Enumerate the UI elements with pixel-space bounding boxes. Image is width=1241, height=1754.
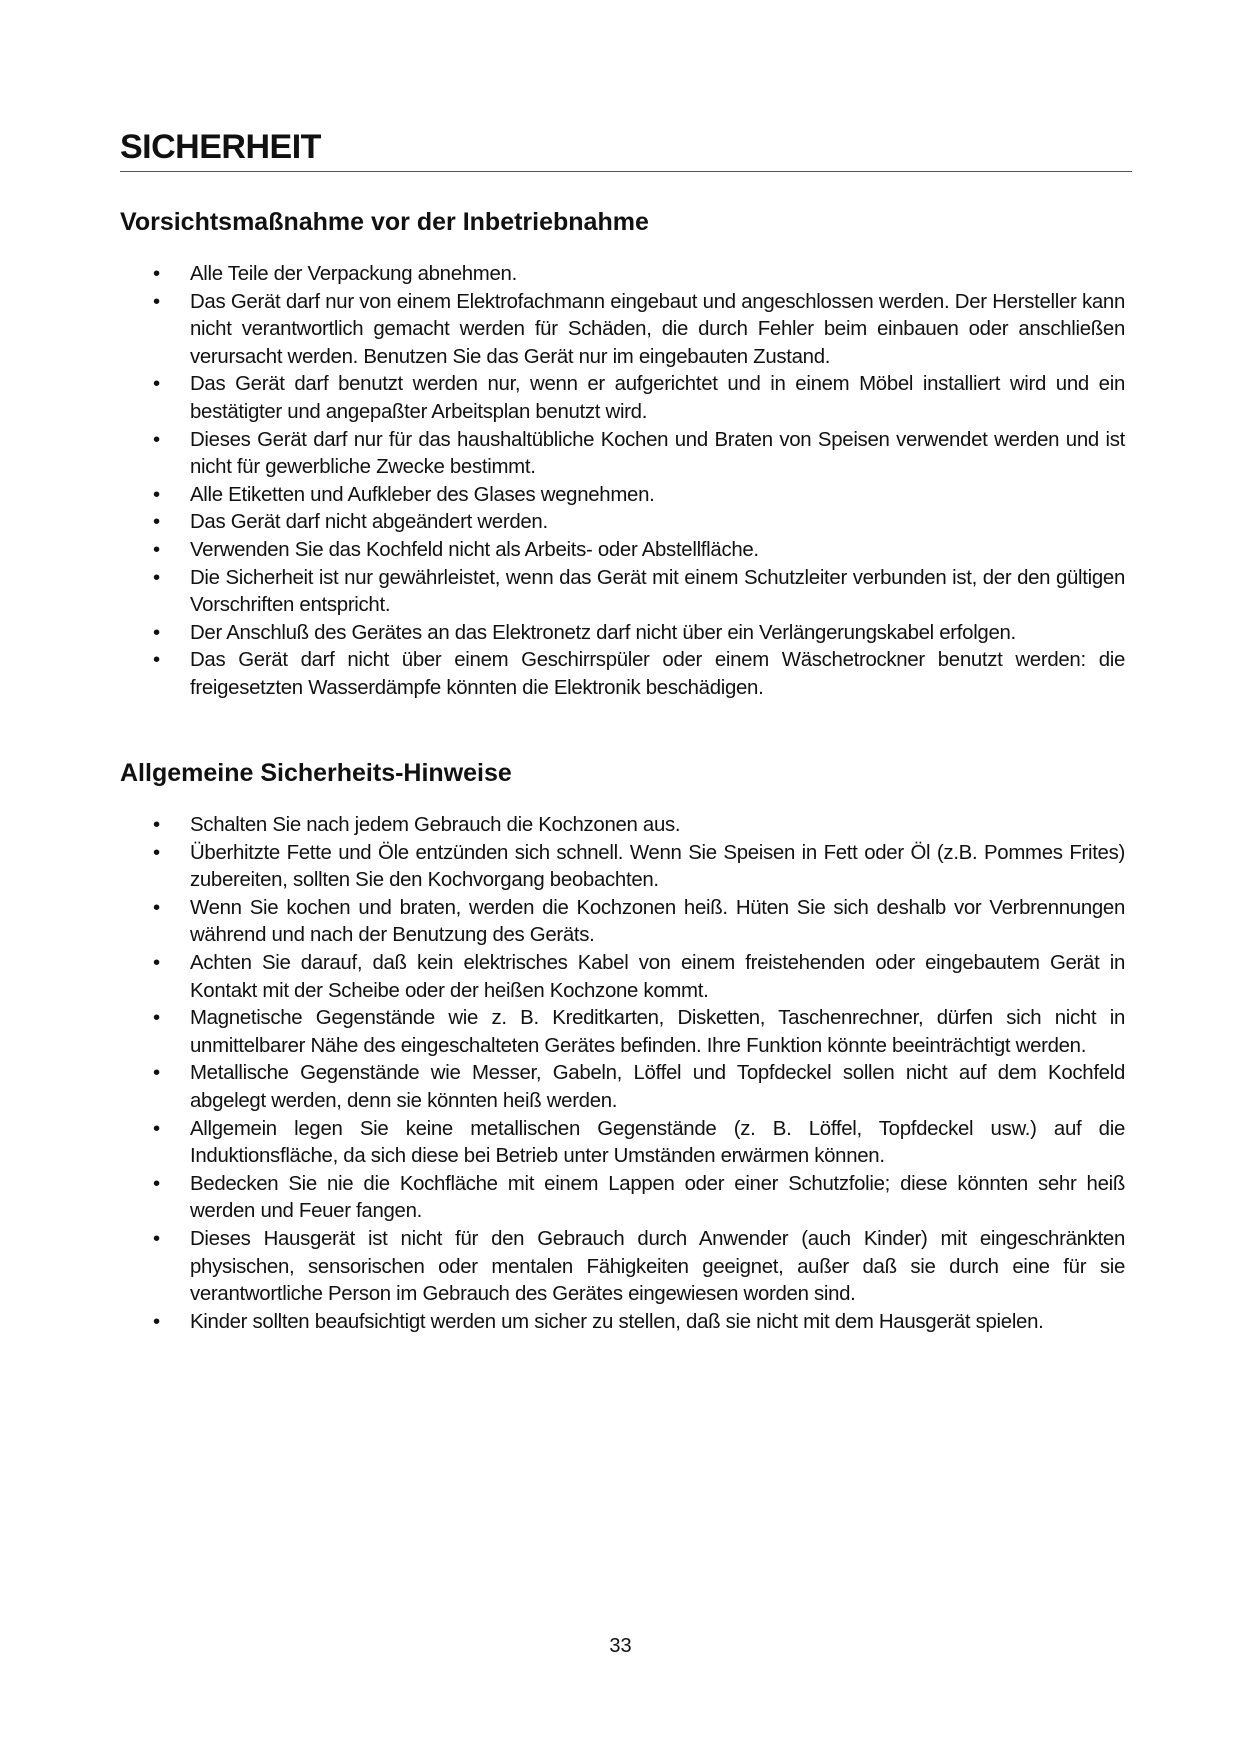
list-item: • Das Gerät darf nur von einem Elektrofachmann eingebaut und angeschlossen werden. Der Hersteller kann nicht verantwortlich gemacht werden für Schäden, die durch Fehler beim einbauen oder anschließen verursacht werden. Benutzen Sie das Gerät nur im eingebauten Zustand. [150,289,1125,372]
list-item: • Die Sicherheit ist nur gewährleistet, wenn das Gerät mit einem Schutzleiter verbunden ist, der den gültigen Vorschriften entspricht. [150,565,1125,620]
general-safety-list [150,812,1125,1336]
list-item: • Achten Sie darauf, daß kein elektrisches Kabel von einem freistehenden oder eingebautem Gerät in Kontakt mit der Scheibe oder der heißen Kochzone kommt. [150,950,1125,1005]
precautions-list [150,261,1125,703]
list-item: • Das Gerät darf benutzt werden nur, wenn er aufgerichtet und in einem Möbel installiert wird und ein bestätigter und angepaßter Arbeitsplan benutzt wird. [150,371,1125,426]
page-title: SICHERHEIT [120,128,1132,172]
list-item: • Allgemein legen Sie keine metallischen Gegenstände (z. B. Löffel, Topfdeckel usw.) auf die Induktionsfläche, da sich diese bei Betrieb unter Umständen erwärmen können. [150,1116,1125,1171]
list-item: • Kinder sollten beaufsichtigt werden um sicher zu stellen, daß sie nicht mit dem Hausgerät spielen. [150,1309,1125,1337]
list-item: • Das Gerät darf nicht abgeändert werden. [150,509,1125,537]
list-item: • Magnetische Gegenstände wie z. B. Kreditkarten, Disketten, Taschenrechner, dürfen sich nicht in unmittelbarer Nähe des eingeschalteten Gerätes befinden. Ihre Funktion könnte beeinträchtigt werden. [150,1005,1125,1060]
list-item: • Alle Etiketten und Aufkleber des Glases wegnehmen. [150,482,1125,510]
list-item: • Alle Teile der Verpackung abnehmen. [150,261,1125,289]
list-item: • Das Gerät darf nicht über einem Geschirrspüler oder einem Wäschetrockner benutzt werden: die freigesetzten Wasserdämpfe könnten die Elektronik beschädigen. [150,647,1125,702]
list-item: • Verwenden Sie das Kochfeld nicht als Arbeits- oder Abstellfläche. [150,537,1125,565]
page-number: 33 [609,1635,632,1657]
section-heading-precautions: Vorsichtsmaßnahme vor der Inbetriebnahme [120,208,649,236]
list-item: • Wenn Sie kochen und braten, werden die Kochzonen heiß. Hüten Sie sich deshalb vor Verbrennungen während und nach der Benutzung des Geräts. [150,895,1125,950]
list-item: • Dieses Gerät darf nur für das haushaltübliche Kochen und Braten von Speisen verwendet werden und ist nicht für gewerbliche Zwecke bestimmt. [150,427,1125,482]
list-item: • Dieses Hausgerät ist nicht für den Gebrauch durch Anwender (auch Kinder) mit eingeschränkten physischen, sensorischen oder mentalen Fähigkeiten geeignet, außer daß sie durch eine für sie verantwortliche Person im Gebrauch des Gerätes eingewiesen worden sind. [150,1226,1125,1309]
list-item: • Metallische Gegenstände wie Messer, Gabeln, Löffel und Topfdeckel sollen nicht auf dem Kochfeld abgelegt werden, denn sie könnten heiß werden. [150,1060,1125,1115]
section-heading-general-safety: Allgemeine Sicherheits-Hinweise [120,759,512,787]
list-item: • Schalten Sie nach jedem Gebrauch die Kochzonen aus. [150,812,1125,840]
list-item: • Bedecken Sie nie die Kochfläche mit einem Lappen oder einer Schutzfolie; diese könnten sehr heiß werden und Feuer fangen. [150,1171,1125,1226]
list-item: • Überhitzte Fette und Öle entzünden sich schnell. Wenn Sie Speisen in Fett oder Öl (z.B. Pommes Frites) zubereiten, sollten Sie den Kochvorgang beobachten. [150,840,1125,895]
list-item: • Der Anschluß des Gerätes an das Elektronetz darf nicht über ein Verlängerungskabel erfolgen. [150,620,1125,648]
